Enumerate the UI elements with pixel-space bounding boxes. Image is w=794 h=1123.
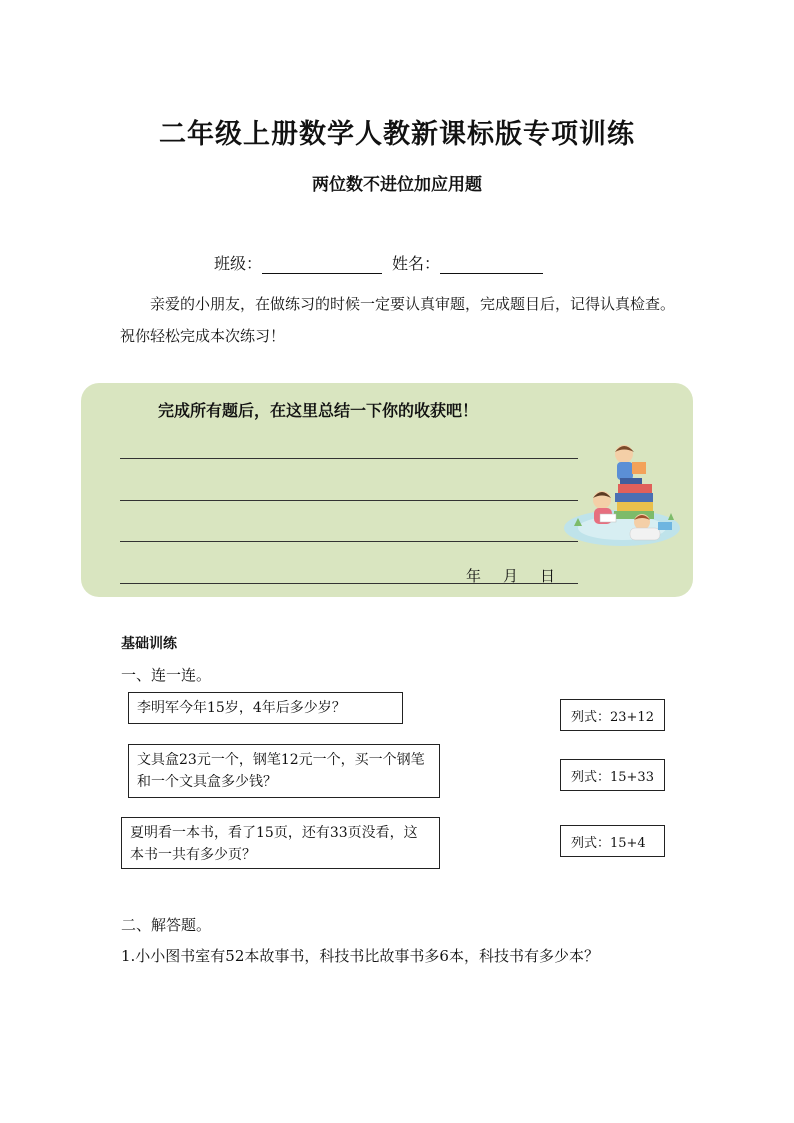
summary-line-3[interactable] (120, 541, 578, 542)
year-label: 年 (466, 567, 482, 585)
intro-text: 亲爱的小朋友，在做练习的时候一定要认真审题，完成题目后，记得认真检查。祝你轻松完成本次练习！ (120, 295, 676, 345)
section-basic-label: 基础训练 (121, 636, 177, 652)
match-answer-3[interactable]: 列式：15+4 (560, 825, 665, 857)
part1-heading: 一、连一连。 (121, 666, 212, 684)
summary-prompt: 完成所有题后，在这里总结一下你的收获吧！ (158, 401, 479, 420)
class-label: 班级： (214, 254, 263, 273)
student-info-row (214, 251, 543, 274)
summary-line-2[interactable] (120, 500, 578, 501)
match-question-2[interactable]: 文具盒23元一个，钢笔12元一个，买一个钢笔和一个文具盒多少钱？ (128, 744, 440, 798)
match-answer-1[interactable]: 列式：23+12 (560, 699, 665, 731)
page-subtitle: 两位数不进位加应用题 (312, 175, 482, 195)
part2-heading: 二、解答题。 (121, 916, 212, 934)
name-field[interactable] (440, 255, 543, 274)
match-answer-2[interactable]: 列式：15+33 (560, 759, 665, 791)
summary-line-1[interactable] (120, 458, 578, 459)
children-reading-illustration (560, 440, 690, 560)
part2-question-1: 1.小小图书室有52本故事书，科技书比故事书多6本，科技书有多少本？ (121, 947, 599, 965)
match-question-3[interactable]: 夏明看一本书，看了15页，还有33页没看，这本书一共有多少页？ (121, 817, 440, 869)
month-label: 月 (503, 567, 519, 585)
summary-date (466, 565, 577, 586)
day-label: 日 (540, 567, 556, 585)
class-field[interactable] (262, 255, 382, 274)
name-label: 姓名： (392, 254, 441, 273)
page-title: 二年级上册数学人教新课标版专项训练 (159, 119, 635, 150)
match-question-1[interactable]: 李明军今年15岁，4年后多少岁？ (128, 692, 403, 724)
